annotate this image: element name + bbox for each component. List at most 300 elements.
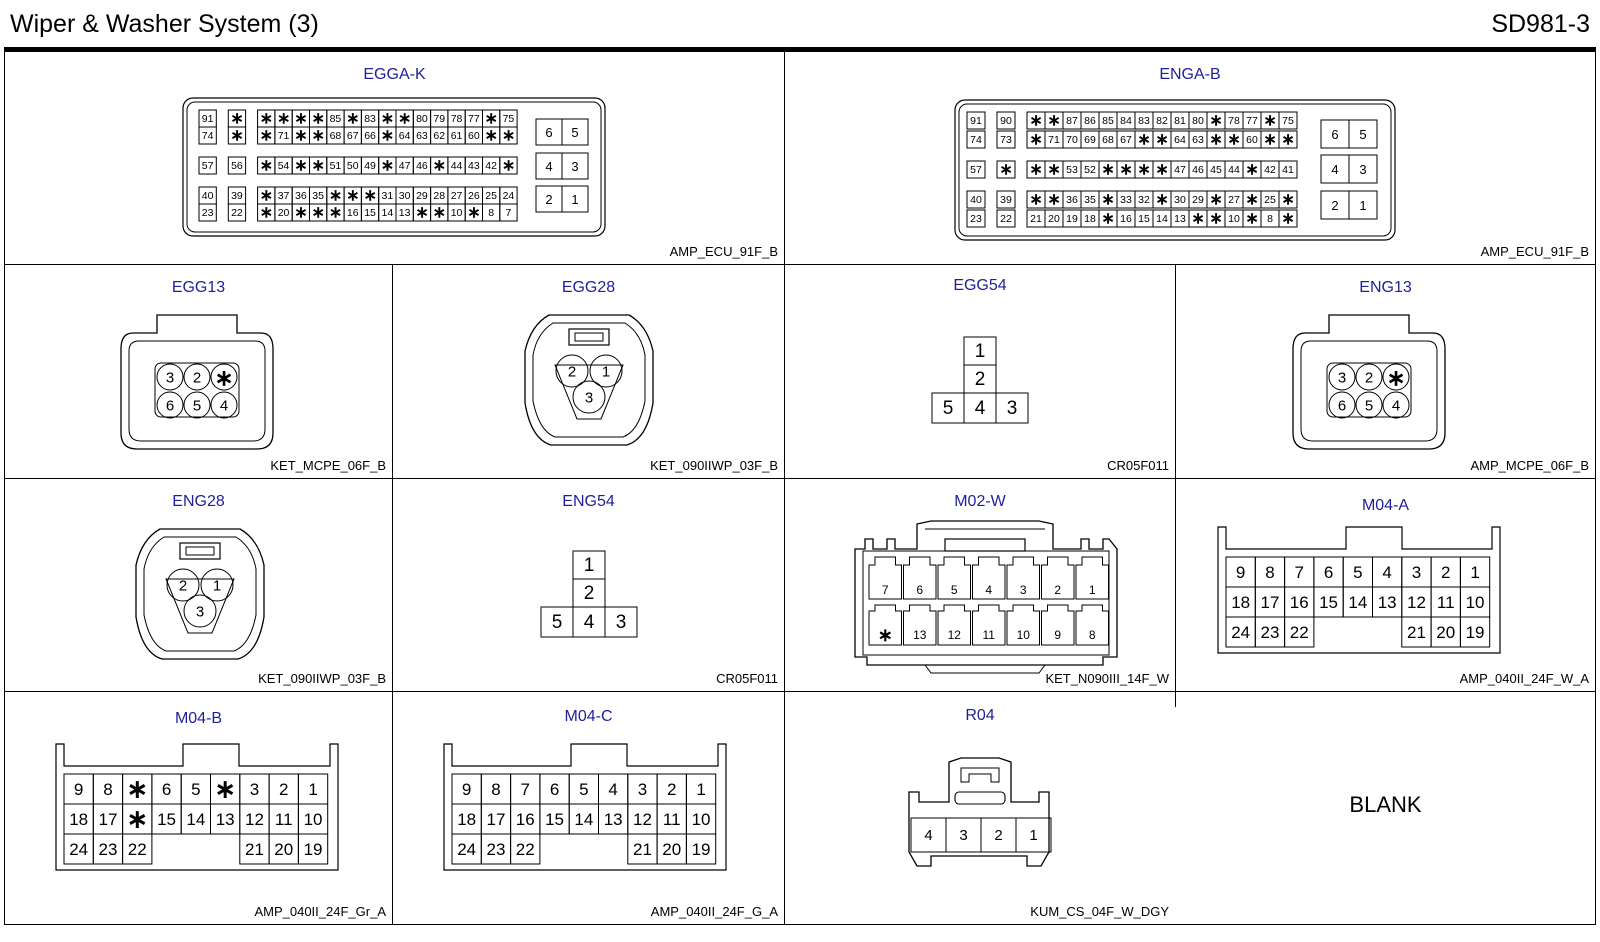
pin-unused-mark: ∗ (1227, 131, 1241, 149)
pin-label: 1 (601, 363, 611, 381)
pin-label: 36 (295, 190, 307, 202)
pin-unused-mark: ∗ (1137, 131, 1151, 149)
pin-unused-mark: ∗ (363, 187, 377, 205)
pin-unused-mark: ∗ (1191, 210, 1205, 228)
lock-tab (945, 539, 1025, 551)
pin-unused-mark: ∗ (1029, 161, 1043, 179)
pin-label: 23 (970, 213, 982, 225)
pin-unused-mark: ∗ (999, 161, 1013, 179)
connector-part: KET_090IIWP_03F_B (258, 671, 386, 686)
pin-label: 29 (1192, 194, 1204, 206)
pin-label: 5 (950, 583, 958, 597)
pin-label: 91 (970, 115, 982, 127)
pin-unused-mark: ∗ (1047, 161, 1061, 179)
pin-label: 13 (603, 810, 623, 829)
pin-label: 45 (1210, 164, 1222, 176)
pin-unused-mark: ∗ (294, 110, 308, 128)
connector-name: ENG28 (172, 493, 225, 510)
pin-unused-mark: ∗ (1137, 161, 1151, 179)
pin-unused-mark: ∗ (214, 365, 234, 391)
connector-blank (1176, 692, 1595, 924)
connector-enga-b (785, 52, 1595, 264)
pin-unused-mark: ∗ (311, 110, 325, 128)
pin-label: 16 (1289, 593, 1309, 612)
pin-label: 2 (545, 192, 553, 207)
pin-unused-mark: ∗ (328, 204, 343, 222)
pin-label: 20 (1436, 623, 1456, 642)
pin-label: 42 (1264, 164, 1276, 176)
pin-label: 2 (1364, 369, 1374, 387)
pin-label: 8 (491, 780, 501, 799)
pin-label: 25 (1264, 194, 1276, 206)
pin-label: 6 (165, 397, 175, 415)
pin-label: 3 (637, 780, 648, 799)
connector-egga-k-diagram (5, 52, 784, 264)
pin-label: 44 (450, 160, 463, 172)
pin-label: 5 (942, 398, 954, 419)
pin-unused-mark: ∗ (380, 127, 394, 145)
pin-label: 60 (1246, 134, 1258, 146)
pin-label: 1 (1029, 827, 1038, 844)
pin-label: 15 (157, 810, 177, 829)
pin-unused-mark: ∗ (1047, 191, 1061, 209)
pin-unused-mark: ∗ (467, 204, 481, 222)
pin-label: 80 (416, 113, 428, 125)
connector-part: KET_MCPE_06F_B (270, 458, 386, 473)
pin-label: 47 (398, 160, 411, 172)
pin-label: 82 (1156, 115, 1168, 127)
pin-label: 15 (364, 207, 376, 219)
connector-name: EGG28 (561, 279, 616, 296)
pin-unused-mark: ∗ (126, 775, 148, 804)
pin-label: 74 (970, 134, 982, 146)
connector-egg13-diagram (5, 265, 392, 478)
connector-eng13 (1176, 265, 1595, 478)
pin-label: 85 (329, 113, 342, 125)
pin-label: 13 (1377, 593, 1397, 612)
pin-label: 33 (1120, 194, 1132, 206)
pin-label: 16 (515, 810, 535, 829)
pin-label: 11 (1436, 593, 1455, 612)
connector-egga-k (5, 52, 784, 264)
pin-label: 49 (364, 160, 376, 172)
pin-label: 3 (1411, 563, 1422, 582)
pin-label: 7 (881, 583, 889, 597)
pin-label: 1 (583, 555, 595, 576)
pin-label: 6 (549, 780, 560, 799)
pin-unused-mark: ∗ (1245, 210, 1259, 228)
pin-label: 26 (468, 190, 480, 202)
pin-label: 2 (567, 363, 577, 381)
pin-unused-mark: ∗ (1281, 131, 1295, 149)
pin-label: 10 (1016, 628, 1030, 642)
pin-label: 78 (1228, 115, 1240, 127)
pin-label: 2 (994, 827, 1003, 844)
connector-housing-inner (129, 341, 265, 441)
connector-eng54 (393, 479, 784, 691)
pin-label: 18 (1084, 213, 1096, 225)
pin-label: 10 (303, 810, 323, 829)
connector-housing-inner (144, 537, 256, 651)
pin-label: 4 (545, 159, 553, 174)
pin-label: 83 (1138, 115, 1150, 127)
connector-housing (525, 315, 653, 445)
connector-r04 (785, 692, 1175, 924)
pin-label: 35 (312, 190, 324, 202)
pin-label: 2 (1441, 563, 1451, 582)
connector-egg28-diagram (393, 265, 784, 478)
pin-unused-mark: ∗ (1155, 161, 1169, 179)
pin-unused-mark: ∗ (214, 775, 236, 804)
pin-label: 19 (1066, 213, 1078, 225)
connector-m04-c (393, 692, 784, 924)
pin-label: 86 (1084, 115, 1096, 127)
pin-label: 13 (398, 207, 411, 219)
pin-unused-mark: ∗ (294, 204, 308, 222)
pin-label: 20 (1048, 213, 1060, 225)
pin-label: 7 (520, 780, 530, 799)
pin-label: 3 (584, 389, 594, 407)
pin-unused-mark: ∗ (380, 157, 394, 175)
pin-label: 23 (98, 840, 118, 859)
connector-enga-b-diagram (785, 52, 1595, 264)
pin-label: 5 (1353, 563, 1363, 582)
pin-label: 14 (186, 810, 206, 829)
pin-unused-mark: ∗ (432, 204, 446, 222)
pin-unused-mark: ∗ (311, 127, 325, 145)
pin-label: 46 (416, 160, 428, 172)
pin-label: 77 (1246, 115, 1258, 127)
pin-label: 83 (364, 113, 376, 125)
pin-label: 5 (192, 397, 202, 415)
pin-label: 44 (1228, 164, 1240, 176)
pin-label: 64 (398, 130, 411, 142)
pin-label: 31 (381, 190, 394, 202)
pin-label: 3 (1337, 369, 1347, 387)
pin-label: 66 (364, 130, 376, 142)
pin-label: 64 (1174, 134, 1186, 146)
pin-label: 70 (1066, 134, 1078, 146)
pin-label: 54 (277, 160, 290, 172)
pin-label: 2 (1331, 198, 1339, 213)
pin-unused-mark: ∗ (259, 157, 273, 175)
pin-label: 2 (178, 577, 188, 595)
pin-label: 14 (574, 810, 594, 829)
connector-r04-diagram (785, 692, 1175, 924)
pin-unused-mark: ∗ (501, 157, 516, 175)
pin-label: 1 (1470, 563, 1480, 582)
connector-name: EGG54 (953, 277, 1007, 294)
pin-label: 14 (381, 207, 394, 219)
pin-label: 27 (450, 190, 463, 202)
pin-unused-mark: ∗ (1101, 191, 1115, 209)
connector-egg28 (393, 265, 784, 478)
pin-label: 67 (1120, 134, 1132, 146)
pin-label: 9 (1054, 628, 1062, 642)
pin-label: 14 (1348, 593, 1368, 612)
connector-name: R04 (965, 707, 995, 724)
pin-label: 29 (416, 190, 428, 202)
pin-unused-mark: ∗ (1029, 131, 1043, 149)
pin-label: 60 (468, 130, 480, 142)
pin-unused-mark: ∗ (484, 127, 498, 145)
pin-unused-mark: ∗ (1047, 112, 1061, 130)
pin-unused-mark: ∗ (1029, 191, 1043, 209)
pin-unused-mark: ∗ (1263, 131, 1277, 149)
pin-label: 90 (1000, 115, 1012, 127)
pin-label: 43 (468, 160, 480, 172)
page-code: SD981-3 (1491, 10, 1590, 38)
pin-label: 8 (488, 207, 495, 219)
pin-label: 21 (632, 840, 652, 859)
pin-label: 62 (433, 130, 446, 142)
pin-label: 56 (231, 160, 243, 172)
pin-label: 63 (416, 130, 428, 142)
pin-label: 37 (277, 190, 290, 202)
connector-name: M04-C (564, 708, 613, 725)
pin-label: 32 (1138, 194, 1150, 206)
pin-label: 81 (1174, 115, 1186, 127)
pin-label: 20 (277, 207, 290, 219)
pin-label: 4 (924, 827, 933, 844)
pin-label: 3 (1019, 583, 1027, 597)
pin-unused-mark: ∗ (877, 625, 893, 645)
pin-label: 75 (502, 113, 515, 125)
pin-unused-mark: ∗ (415, 204, 429, 222)
connector-grid (4, 51, 1596, 925)
pin-label: 85 (1102, 115, 1114, 127)
pin-label: 2 (1054, 583, 1062, 597)
pin-label: 50 (346, 160, 359, 172)
pin-label: 24 (502, 190, 515, 202)
pin-label: 68 (1102, 134, 1114, 146)
pin-label: 69 (1084, 134, 1096, 146)
connector-name: ENG13 (1359, 279, 1412, 296)
pin-label: 47 (1174, 164, 1186, 176)
pin-label: 10 (691, 810, 711, 829)
pin-unused-mark: ∗ (1281, 210, 1295, 228)
pin-label: 52 (1084, 164, 1096, 176)
pin-label: 12 (947, 628, 961, 642)
pin-label: 22 (127, 840, 147, 859)
pin-label: 91 (201, 113, 214, 125)
pin-label: 8 (1088, 628, 1096, 642)
pin-unused-mark: ∗ (1029, 112, 1043, 130)
pin-unused-mark: ∗ (1119, 161, 1133, 179)
pin-label: 10 (450, 207, 463, 219)
pin-unused-mark: ∗ (311, 204, 325, 222)
pin-label: 74 (201, 130, 214, 142)
pin-label: 12 (244, 810, 264, 829)
pin-unused-mark: ∗ (259, 187, 273, 205)
pin-label: 3 (249, 780, 260, 799)
pin-unused-mark: ∗ (259, 110, 273, 128)
connector-part: AMP_ECU_91F_B (1480, 244, 1589, 259)
pin-label: 19 (1465, 623, 1485, 642)
pin-label: 21 (244, 840, 264, 859)
pin-label: 40 (970, 194, 982, 206)
pin-label: 24 (457, 840, 477, 859)
connector-name: EGGA-K (363, 66, 426, 83)
pin-label: 18 (1231, 593, 1251, 612)
pin-label: 77 (468, 113, 480, 125)
pin-label: 1 (1359, 198, 1367, 213)
pin-label: 14 (1156, 213, 1168, 225)
pin-unused-mark: ∗ (230, 127, 244, 145)
pin-label: 3 (615, 612, 627, 633)
pin-label: 53 (1066, 164, 1078, 176)
pin-label: 36 (1066, 194, 1078, 206)
blank-label: BLANK (1349, 792, 1422, 817)
pin-label: 1 (571, 192, 579, 207)
pin-label: 2 (192, 369, 202, 387)
pin-label: 4 (985, 583, 993, 597)
pin-unused-mark: ∗ (230, 110, 244, 128)
pin-label: 3 (1359, 162, 1367, 177)
pin-label: 8 (103, 780, 113, 799)
pin-label: 2 (974, 369, 986, 390)
pin-label: 22 (231, 207, 243, 219)
connector-egg13 (5, 265, 392, 478)
pin-label: 24 (1231, 623, 1251, 642)
connector-part: AMP_040II_24F_Gr_A (254, 904, 386, 919)
pin-label: 21 (1406, 623, 1426, 642)
pin-unused-mark: ∗ (1155, 131, 1169, 149)
pin-label: 13 (913, 628, 927, 642)
pin-label: 4 (219, 397, 229, 415)
pin-label: 15 (545, 810, 565, 829)
pin-label: 46 (1192, 164, 1204, 176)
pin-label: 25 (485, 190, 497, 202)
pin-unused-mark: ∗ (1101, 210, 1115, 228)
pin-label: 51 (329, 160, 342, 172)
pin-label: 4 (974, 398, 986, 419)
connector-eng13-diagram (1176, 265, 1595, 478)
pin-label: 73 (1000, 134, 1012, 146)
pin-label: 16 (346, 207, 359, 219)
pin-label: 39 (231, 190, 243, 202)
lock-tab (961, 768, 999, 782)
pin-label: 23 (1260, 623, 1280, 642)
connector-egg54 (785, 265, 1175, 478)
pin-label: 20 (662, 840, 682, 859)
pin-label: 87 (1066, 115, 1078, 127)
page-title: Wiper & Washer System (3) (10, 10, 319, 38)
connector-name: M02-W (954, 493, 1006, 510)
connector-part: KUM_CS_04F_W_DGY (1030, 904, 1169, 919)
pin-unused-mark: ∗ (432, 157, 446, 175)
pin-unused-mark: ∗ (484, 110, 498, 128)
connector-housing (136, 529, 264, 659)
pin-label: 35 (1084, 194, 1096, 206)
pin-label: 75 (1282, 115, 1294, 127)
pin-label: 10 (1228, 213, 1240, 225)
pin-label: 1 (696, 780, 706, 799)
pin-unused-mark: ∗ (1245, 161, 1259, 179)
pin-unused-mark: ∗ (126, 805, 148, 834)
pin-label: 7 (505, 207, 512, 219)
pin-label: 71 (1048, 134, 1060, 146)
connector-part: AMP_040II_24F_G_A (650, 904, 778, 919)
pin-label: 15 (1138, 213, 1150, 225)
connector-m04-a-diagram (1176, 479, 1595, 691)
pin-unused-mark: ∗ (276, 110, 291, 128)
pin-label: 6 (1331, 127, 1339, 142)
pin-label: 57 (970, 164, 982, 176)
connector-m02-w (785, 479, 1175, 691)
pin-label: 40 (201, 190, 214, 202)
pin-label: 22 (515, 840, 535, 859)
pin-label: 9 (461, 780, 472, 799)
pin-label: 5 (579, 780, 589, 799)
pin-unused-mark: ∗ (328, 187, 343, 205)
pin-label: 79 (433, 113, 446, 125)
pin-label: 4 (1391, 397, 1401, 415)
pin-label: 11 (662, 810, 681, 829)
lock-tab-inner (186, 547, 214, 555)
pin-label: 5 (571, 125, 579, 140)
pin-unused-mark: ∗ (1155, 191, 1169, 209)
connector-eng28 (5, 479, 392, 691)
pin-label: 3 (571, 159, 579, 174)
pin-label: 6 (545, 125, 553, 140)
pin-label: 6 (1337, 397, 1347, 415)
pin-label: 80 (1192, 115, 1204, 127)
pin-unused-mark: ∗ (259, 204, 273, 222)
pin-label: 13 (215, 810, 235, 829)
connector-name: EGG13 (171, 279, 226, 296)
pin-label: 71 (277, 130, 290, 142)
pin-label: 27 (1228, 194, 1240, 206)
pin-label: 4 (583, 612, 595, 633)
connector-name: M04-A (1361, 497, 1410, 514)
header (0, 0, 1600, 48)
pin-unused-mark: ∗ (1209, 112, 1223, 130)
pin-label: 13 (1174, 213, 1186, 225)
pin-label: 28 (433, 190, 446, 202)
connector-part: CR05F011 (1107, 458, 1169, 473)
pin-label: 22 (1000, 213, 1012, 225)
pin-label: 9 (1235, 563, 1246, 582)
pin-label: 15 (1319, 593, 1339, 612)
pin-label: 5 (1364, 397, 1374, 415)
connector-egg54-diagram (785, 265, 1175, 478)
pin-label: 3 (195, 603, 205, 621)
connector-m04-b (5, 692, 392, 924)
connector-name: M04-B (174, 710, 223, 727)
pin-label: 18 (69, 810, 89, 829)
pin-label: 3 (959, 827, 968, 844)
pin-label: 12 (1406, 593, 1426, 612)
connector-part: AMP_MCPE_06F_B (1470, 458, 1589, 473)
connector-housing-inner (533, 323, 645, 437)
pin-unused-mark: ∗ (1209, 191, 1223, 209)
connector-part: KET_N090III_14F_W (1045, 671, 1169, 686)
pin-unused-mark: ∗ (259, 127, 273, 145)
pin-unused-mark: ∗ (380, 110, 394, 128)
connector-part: KET_090IIWP_03F_B (650, 458, 778, 473)
pin-label: 20 (274, 840, 294, 859)
pin-label: 30 (1174, 194, 1186, 206)
pin-unused-mark: ∗ (294, 127, 308, 145)
pin-label: 17 (98, 810, 118, 829)
pin-label: 23 (201, 207, 214, 219)
pin-label: 16 (1120, 213, 1132, 225)
pin-unused-mark: ∗ (1281, 191, 1295, 209)
pin-label: 30 (398, 190, 411, 202)
pin-label: 17 (486, 810, 506, 829)
pin-label: 12 (632, 810, 652, 829)
